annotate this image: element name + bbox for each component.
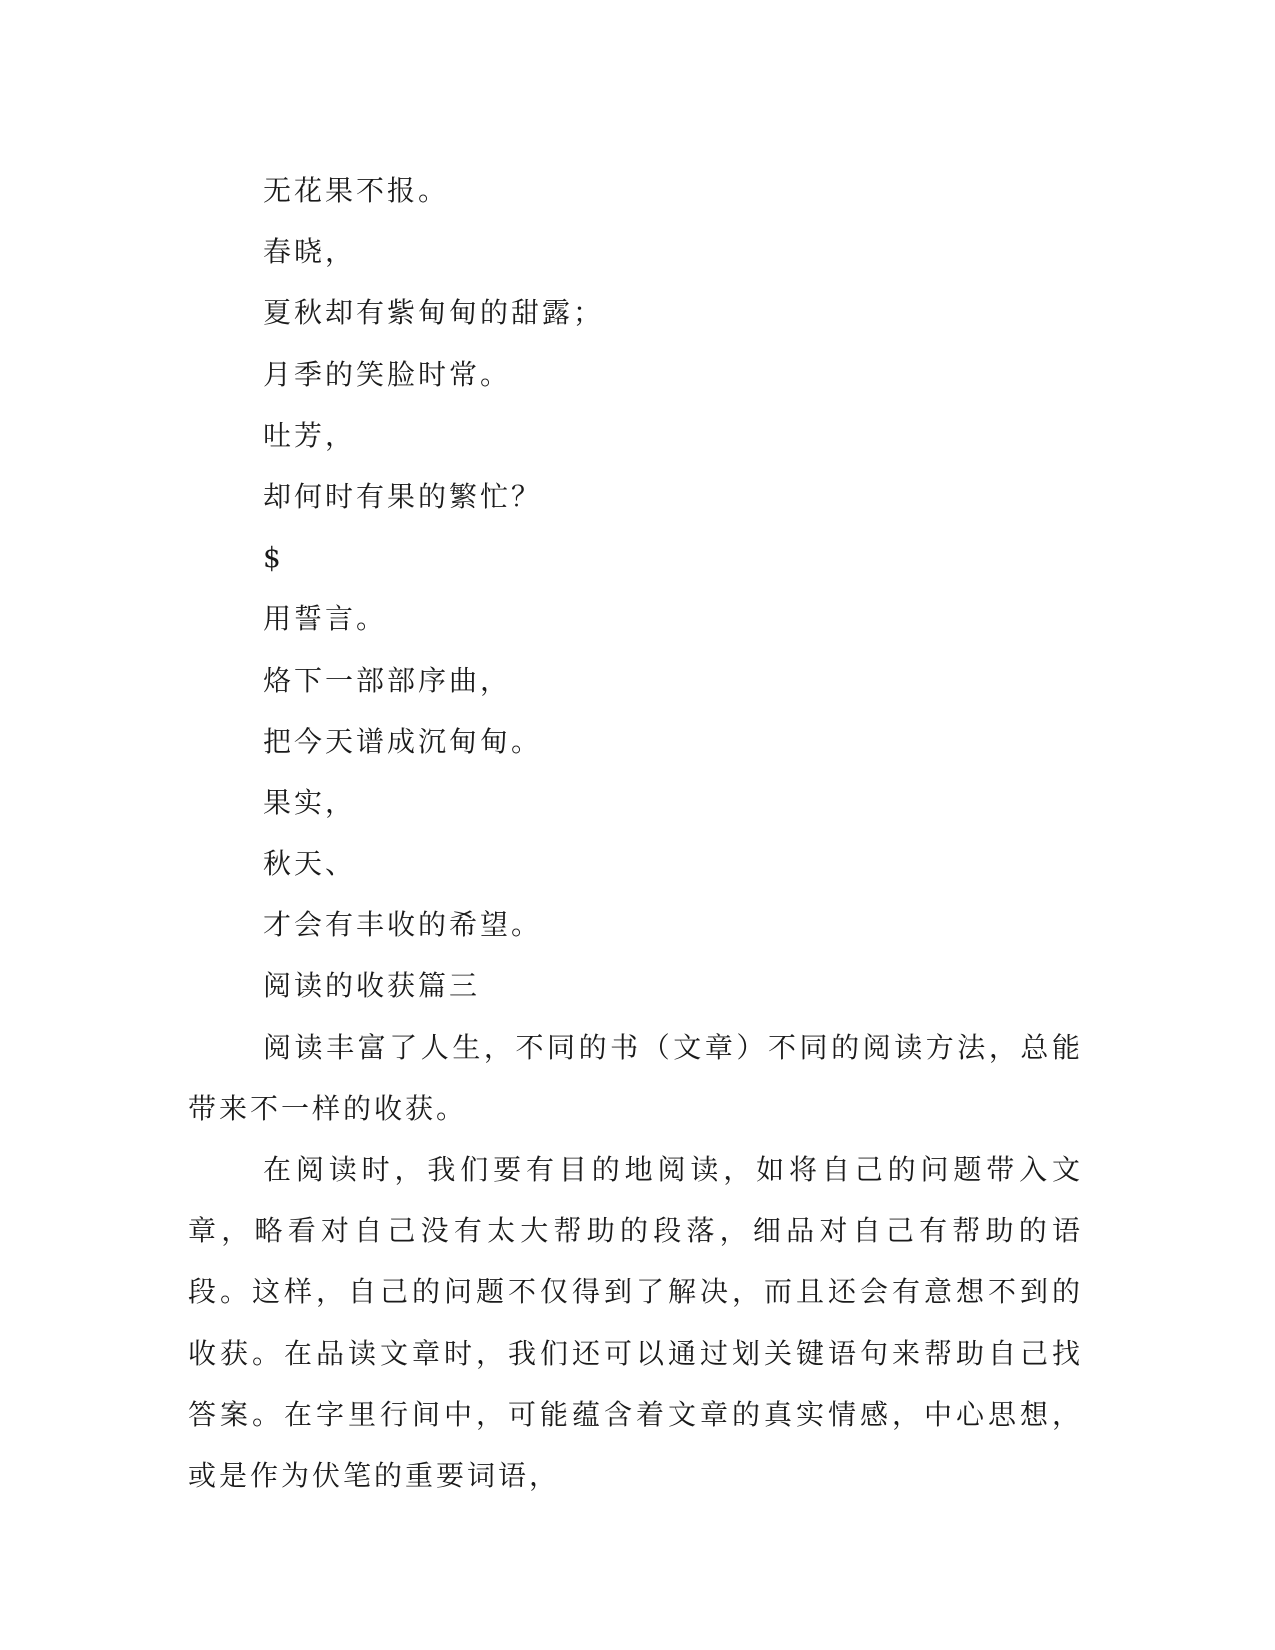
poem-line: 无花果不报。 bbox=[263, 174, 450, 207]
poem-line: 月季的笑脸时常。 bbox=[263, 357, 512, 391]
poem-line: 把今天谱成沉甸甸。 bbox=[263, 724, 543, 758]
body-paragraph: 阅读丰富了人生，不同的书（文章）不同的阅读方法，总能带来不一样的收获。 bbox=[188, 1030, 1083, 1125]
poem-line: 烙下一部部序曲， bbox=[263, 663, 512, 697]
body-paragraph: 在阅读时，我们要有目的地阅读，如将自己的问题带入文章，略看对自己没有太大帮助的段落，细品对自己有帮助的语段。这样，自己的问题不仅得到了解决，而且还会有意想不到的收获。在品读文章时，我们还可以通过划关键语句来帮助自己找答案。在字里行间中，可能蕴含着文章的真实情感，中心思想，或是作为伏笔的重要词语， bbox=[188, 1153, 1083, 1493]
poem-line: 夏秋却有紫甸甸的甜露； bbox=[263, 296, 605, 330]
poem-line: $ bbox=[263, 541, 284, 575]
section-title: 阅读的收获篇三 bbox=[263, 969, 481, 1003]
poem-line: 吐芳， bbox=[263, 418, 357, 452]
poem-line: 秋天、 bbox=[263, 847, 357, 881]
poem-line: 才会有丰收的希望。 bbox=[263, 908, 543, 942]
document-body bbox=[188, 160, 1083, 1506]
poem-line: 却何时有果的繁忙？ bbox=[263, 479, 543, 513]
poem-line: 用誓言。 bbox=[263, 602, 388, 636]
poem-line: 果实， bbox=[263, 785, 357, 819]
poem-line: 春晓， bbox=[263, 235, 357, 269]
